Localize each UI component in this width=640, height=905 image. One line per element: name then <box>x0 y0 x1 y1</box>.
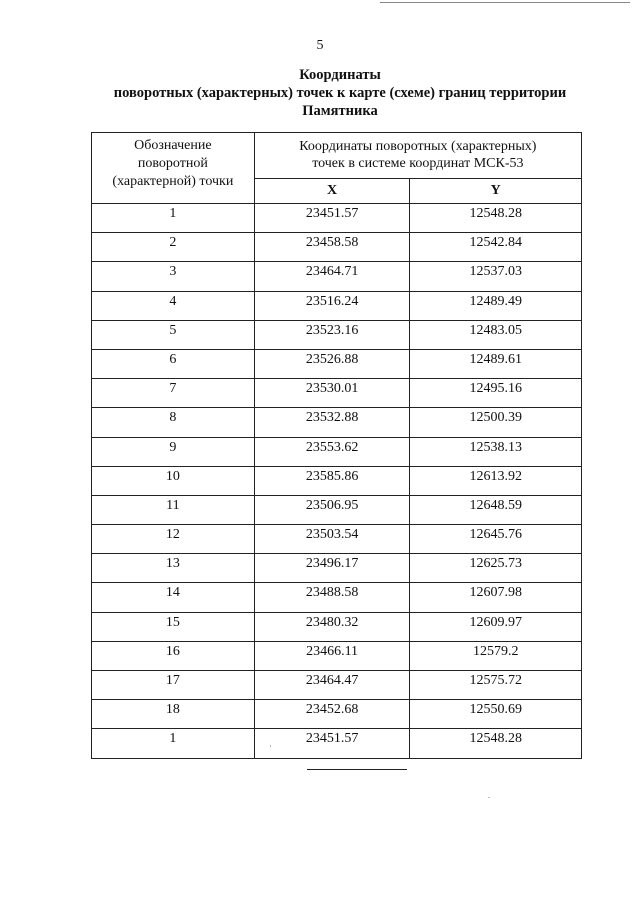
y-cell: 12500.39 <box>410 408 582 437</box>
table-row <box>92 495 582 524</box>
point-cell: 10 <box>92 466 255 495</box>
x-cell: 23464.71 <box>254 262 410 291</box>
point-cell: 15 <box>92 612 255 641</box>
y-cell: 12548.28 <box>410 204 582 233</box>
x-cell: 23516.24 <box>254 291 410 320</box>
y-cell: 12607.98 <box>410 583 582 612</box>
point-cell: 3 <box>92 262 255 291</box>
y-cell: 12575.72 <box>410 671 582 700</box>
x-cell: 23452.68 <box>254 700 410 729</box>
point-cell: 16 <box>92 641 255 670</box>
x-cell: 23530.01 <box>254 379 410 408</box>
y-cell: 12483.05 <box>410 320 582 349</box>
coords-header-line: Координаты поворотных (характерных) <box>299 139 537 154</box>
y-cell: 12579.2 <box>410 641 582 670</box>
point-cell: 7 <box>92 379 255 408</box>
y-cell: 12489.49 <box>410 291 582 320</box>
table-row <box>92 729 582 758</box>
title-line-1: Координаты <box>299 67 381 83</box>
x-cell: 23451.57 <box>254 204 410 233</box>
x-cell: 23466.11 <box>254 641 410 670</box>
x-cell: 23523.16 <box>254 320 410 349</box>
scan-speck <box>488 797 490 798</box>
x-cell: 23585.86 <box>254 466 410 495</box>
table-row <box>92 671 582 700</box>
x-cell: 23526.88 <box>254 349 410 378</box>
y-cell: 12613.92 <box>410 466 582 495</box>
point-cell: 1 <box>92 729 255 758</box>
y-cell: 12648.59 <box>410 495 582 524</box>
table-row <box>92 204 582 233</box>
x-cell: 23451.57 <box>254 729 410 758</box>
y-cell: 12537.03 <box>410 262 582 291</box>
point-cell: 1 <box>92 204 255 233</box>
x-cell: 23458.58 <box>254 233 410 262</box>
point-cell: 5 <box>92 320 255 349</box>
table-row <box>92 379 582 408</box>
table-row <box>92 554 582 583</box>
coordinates-group-header <box>254 133 581 179</box>
y-cell: 12538.13 <box>410 437 582 466</box>
footnote-separator <box>307 769 407 770</box>
point-cell: 17 <box>92 671 255 700</box>
title-line-3: Памятника <box>302 103 378 119</box>
x-cell: 23496.17 <box>254 554 410 583</box>
table-row <box>92 583 582 612</box>
document-title <box>60 66 620 120</box>
scan-edge-line <box>380 2 630 3</box>
point-header-line: (характерной) точки <box>112 174 234 189</box>
table-row <box>92 525 582 554</box>
table-row <box>92 408 582 437</box>
table-row <box>92 320 582 349</box>
table-row <box>92 291 582 320</box>
point-cell: 12 <box>92 525 255 554</box>
y-cell: 12609.97 <box>410 612 582 641</box>
page-number: 5 <box>316 38 324 53</box>
scan-speck <box>270 745 271 747</box>
point-cell: 14 <box>92 583 255 612</box>
y-cell: 12548.28 <box>410 729 582 758</box>
table-body <box>92 204 582 759</box>
point-header-line: поворотной <box>137 156 208 171</box>
point-cell: 4 <box>92 291 255 320</box>
y-cell: 12495.16 <box>410 379 582 408</box>
point-cell: 13 <box>92 554 255 583</box>
x-cell: 23480.32 <box>254 612 410 641</box>
table-row <box>92 612 582 641</box>
table-row <box>92 437 582 466</box>
point-column-header <box>92 133 255 204</box>
table-row <box>92 641 582 670</box>
table-row <box>92 262 582 291</box>
table-row <box>92 349 582 378</box>
x-cell: 23532.88 <box>254 408 410 437</box>
x-cell: 23488.58 <box>254 583 410 612</box>
point-cell: 18 <box>92 700 255 729</box>
point-cell: 8 <box>92 408 255 437</box>
point-cell: 2 <box>92 233 255 262</box>
x-cell: 23506.95 <box>254 495 410 524</box>
point-cell: 9 <box>92 437 255 466</box>
table-row <box>92 233 582 262</box>
coords-header-line: точек в системе координат МСК-53 <box>312 156 524 171</box>
table-row <box>92 466 582 495</box>
x-cell: 23503.54 <box>254 525 410 554</box>
x-column-header: X <box>254 179 410 204</box>
y-column-header: Y <box>410 179 582 204</box>
y-cell: 12625.73 <box>410 554 582 583</box>
table-row <box>92 700 582 729</box>
y-cell: 12489.61 <box>410 349 582 378</box>
y-cell: 12645.76 <box>410 525 582 554</box>
point-header-line: Обозначение <box>134 138 212 153</box>
point-cell: 6 <box>92 349 255 378</box>
y-cell: 12542.84 <box>410 233 582 262</box>
point-cell: 11 <box>92 495 255 524</box>
x-cell: 23464.47 <box>254 671 410 700</box>
x-cell: 23553.62 <box>254 437 410 466</box>
coordinates-table <box>91 132 582 759</box>
y-cell: 12550.69 <box>410 700 582 729</box>
title-line-2: поворотных (характерных) точек к карте (схеме) границ территории <box>113 85 567 101</box>
